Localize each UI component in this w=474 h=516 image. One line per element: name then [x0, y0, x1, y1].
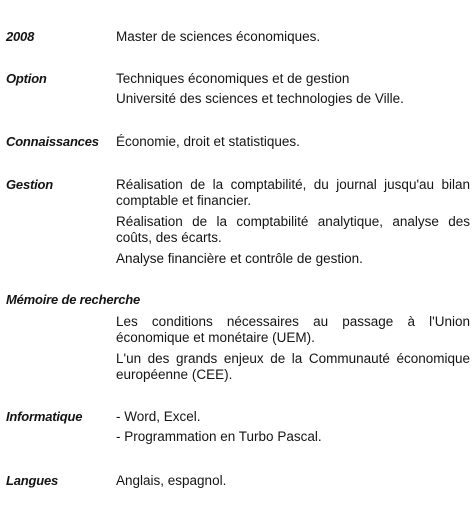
section-content-option [116, 71, 470, 107]
management-item-analytics: Réalisation de la comptabilité analytique, analyse des coûts, des écarts. [116, 214, 470, 245]
option-university: Université des sciences et technologies de Ville. [116, 91, 404, 106]
management-item-accounting: Réalisation de la comptabilité, du journal jusqu'au bilan comptable et financier. [116, 177, 470, 208]
section-content-management [116, 177, 470, 267]
section-label-year: 2008 [6, 29, 35, 44]
option-specialty: Techniques économiques et de gestion [116, 71, 350, 86]
section-content-year [116, 29, 470, 45]
section-label-knowledge: Connaissances [6, 134, 99, 149]
languages-text: Anglais, espagnol. [116, 473, 227, 488]
research-item-uem: Les conditions nécessaires au passage à l'Union économique et monétaire (UEM). [116, 314, 470, 345]
section-content-languages [116, 473, 470, 489]
research-item-cee: L'un des grands enjeux de la Communauté économique européenne (CEE). [116, 351, 470, 382]
section-label-research: Mémoire de recherche [6, 292, 141, 307]
section-label-option: Option [6, 71, 47, 86]
knowledge-text: Économie, droit et statistiques. [116, 134, 300, 149]
year-degree: Master de sciences économiques. [116, 29, 321, 44]
it-item-pascal: - Programmation en Turbo Pascal. [116, 429, 322, 444]
it-item-office: - Word, Excel. [116, 409, 201, 424]
management-item-finance: Analyse financière et contrôle de gestion. [116, 251, 363, 266]
section-label-management: Gestion [6, 177, 53, 192]
section-content-it [116, 409, 470, 445]
section-content-knowledge [116, 134, 470, 150]
section-label-it: Informatique [6, 409, 83, 424]
section-label-languages: Langues [6, 473, 59, 488]
section-content-research [116, 314, 470, 383]
